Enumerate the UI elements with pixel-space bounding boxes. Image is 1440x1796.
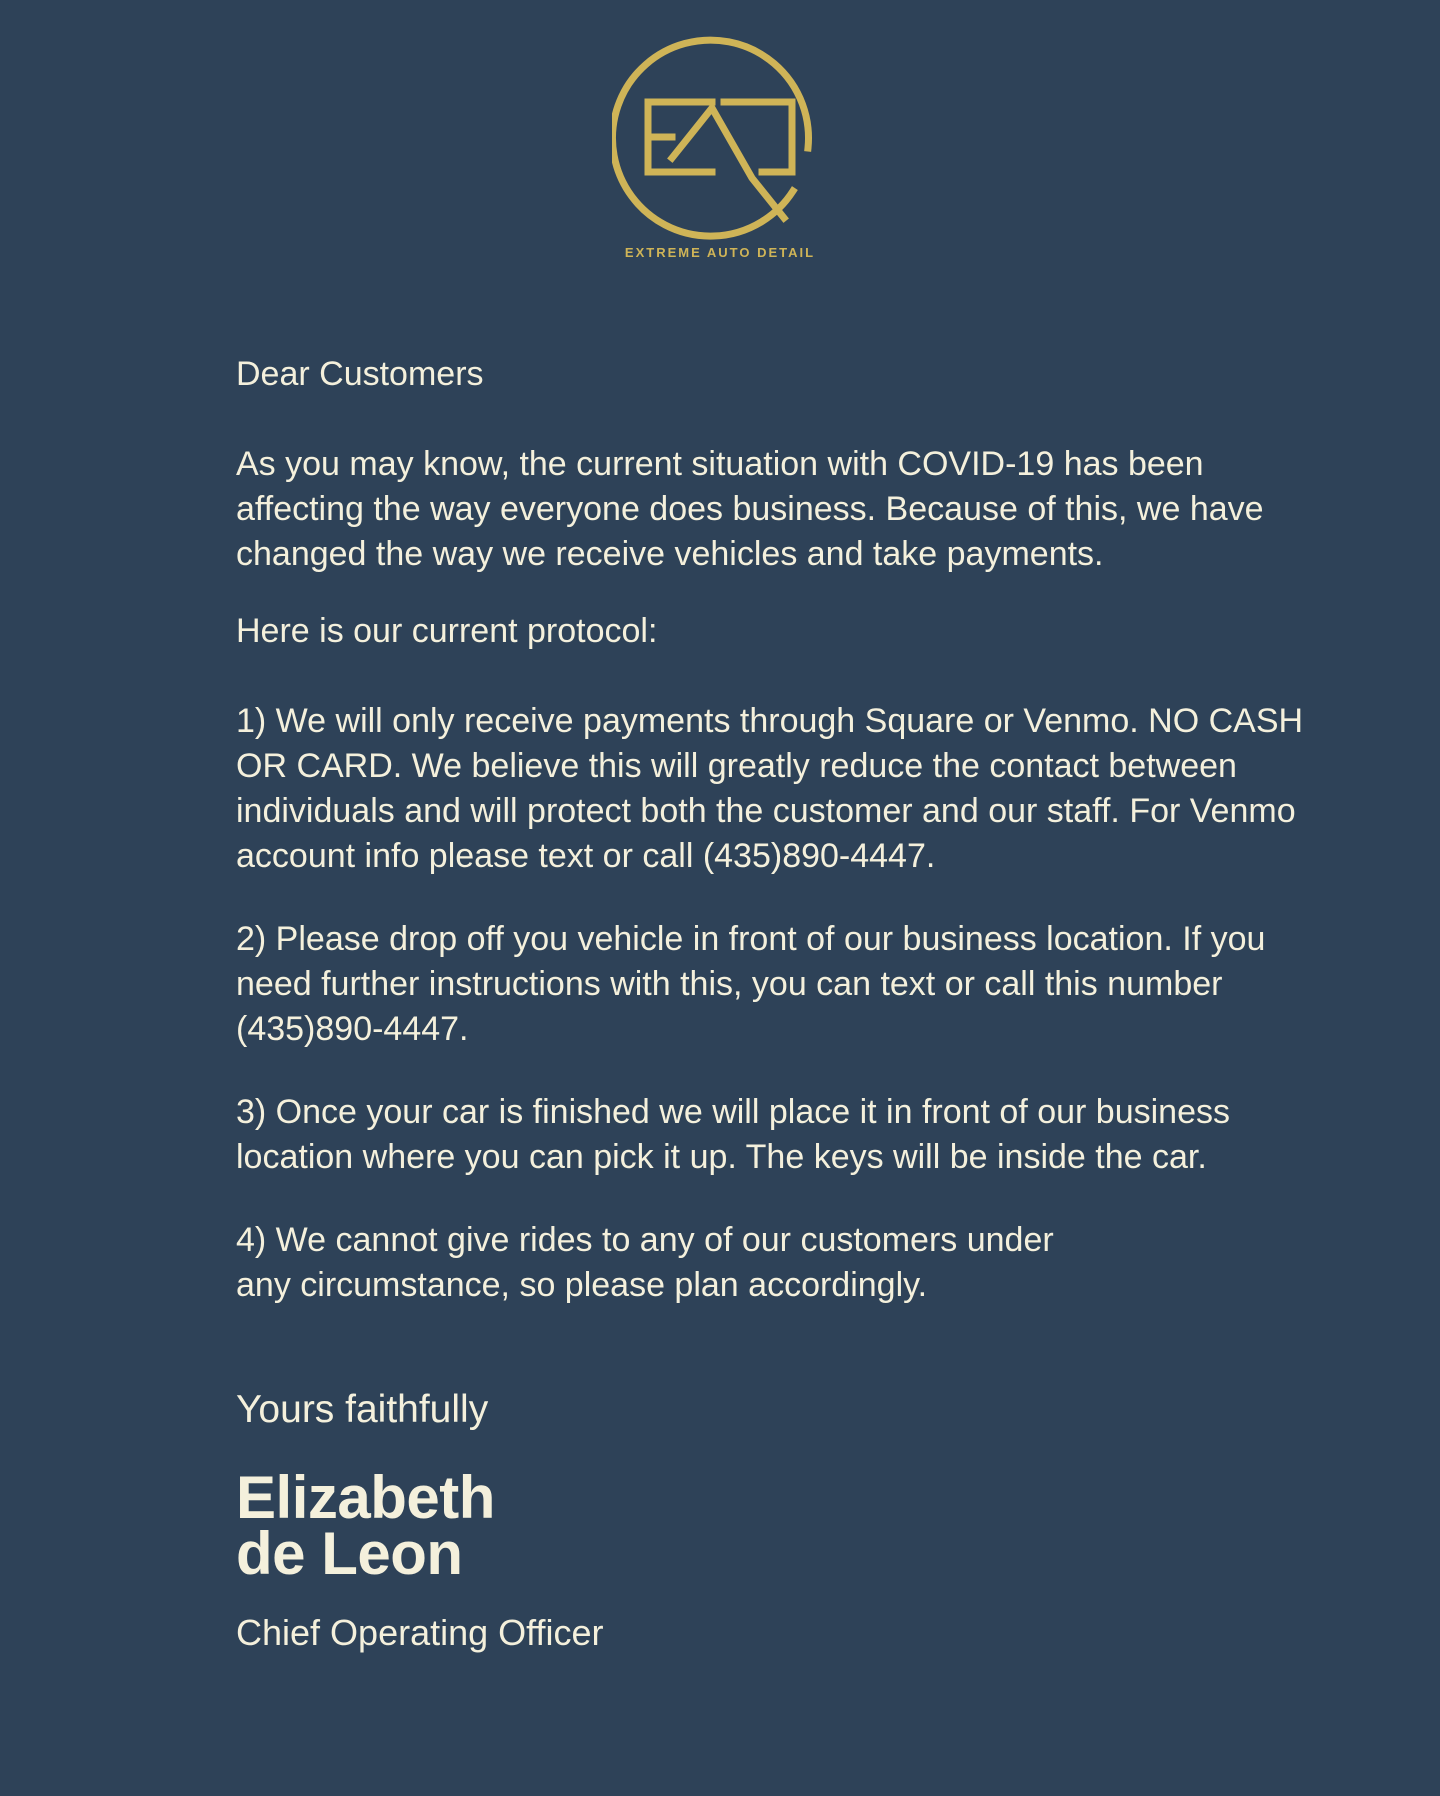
- protocol-item: 1) We will only receive payments through Square or Venmo. NO CASH OR CARD. We believe this will greatly reduce the contact between individuals and will protect both the customer and our staff. For Venmo account info please text or call (435)890-4447.: [236, 702, 1304, 875]
- letter-body: [236, 352, 1336, 1655]
- greeting: Dear Customers: [236, 355, 484, 393]
- protocol-item: 4) We cannot give rides to any of our customers under any circumstance, so please plan accordingly.: [236, 1221, 1054, 1304]
- protocol-intro: Here is our current protocol:: [236, 612, 658, 650]
- intro-paragraph: As you may know, the current situation with COVID-19 has been affecting the way everyone does business. Because of this, we have changed the way we receive vehicles and take payments.: [236, 445, 1264, 573]
- signature-name: [236, 1464, 736, 1587]
- brand-name: EXTREME AUTO DETAIL: [624, 245, 816, 260]
- protocol-item: 2) Please drop off you vehicle in front of our business location. If you need further instructions with this, you can text or call this number (435)890-4447.: [236, 920, 1266, 1048]
- signature-first-name: Elizabeth: [236, 1464, 495, 1531]
- protocol-item: 3) Once your car is finished we will place it in front of our business location where you can pick it up. The keys will be inside the car.: [236, 1093, 1231, 1176]
- company-logo: [612, 28, 828, 268]
- ead-logo-mark: [612, 28, 828, 244]
- closing: Yours faithfully: [236, 1388, 489, 1431]
- signature-last-name: de Leon: [236, 1520, 463, 1587]
- signature-title: Chief Operating Officer: [236, 1612, 604, 1653]
